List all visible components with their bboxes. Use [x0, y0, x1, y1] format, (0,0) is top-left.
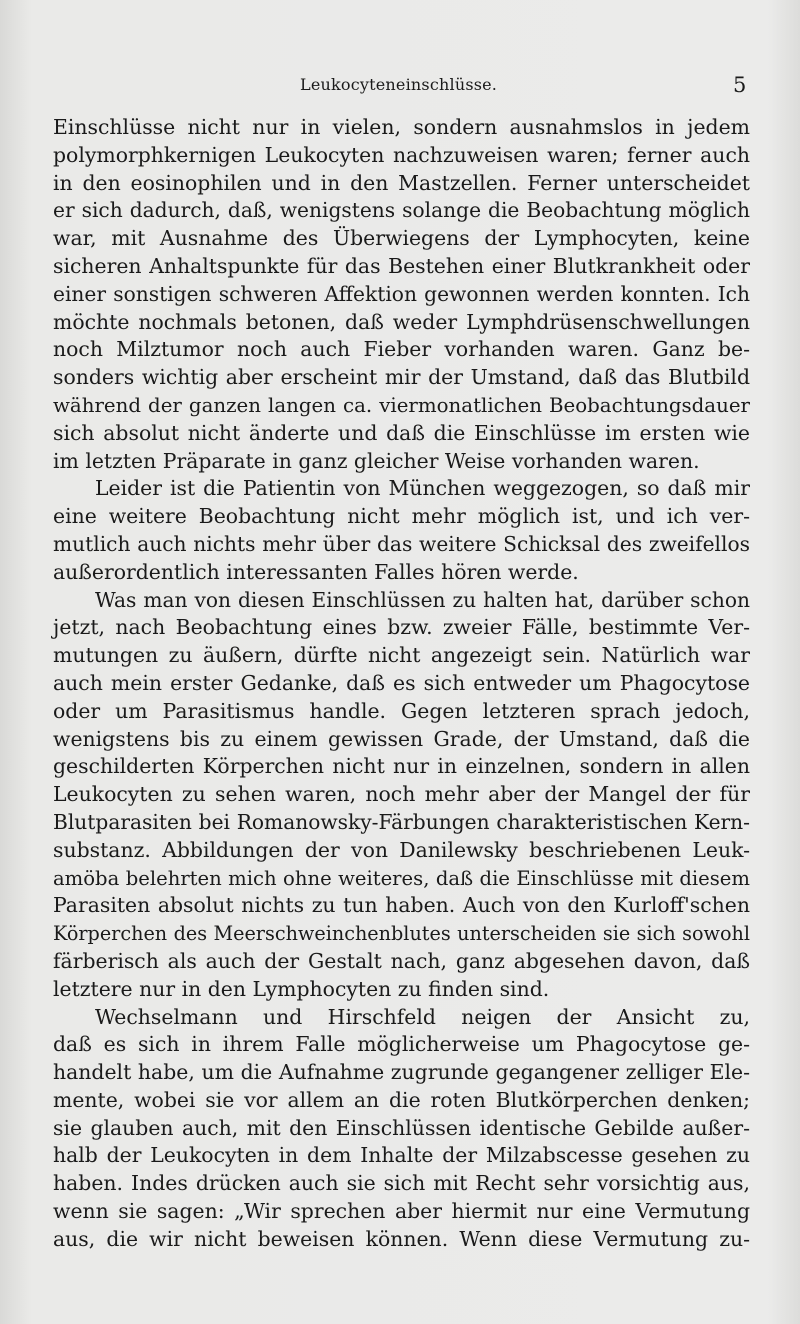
running-header — [0, 73, 800, 99]
text-line: Parasiten absolut nichts zu tun haben. Auch von den Kurloff'schen — [53, 893, 750, 918]
text-line: polymorphkernigen Leukocyten nachzuweisen waren; ferner auch — [53, 142, 750, 167]
text-line: während der ganzen langen ca. viermonatlichen Beobachtungsdauer — [53, 393, 750, 417]
text-line: war, mit Ausnahme des Überwiegens der Lymphocyten, keine — [53, 226, 750, 251]
paragraph-4 — [53, 1004, 750, 1254]
running-title: Leukocyteneinschlüsse. — [300, 75, 498, 94]
text-line: einer sonstigen schweren Affektion gewonnen werden konnten. Ich — [53, 281, 750, 306]
page-number: 5 — [733, 73, 747, 97]
text-line: amöba belehrten mich ohne weiteres, daß die Einschlüsse mit diesem — [53, 866, 750, 890]
text-line: Körperchen des Meerschweinchenblutes unterscheiden sie sich sowohl — [53, 922, 750, 946]
text-line: Was man von diesen Einschlüssen zu halten hat, darüber schon — [95, 587, 750, 612]
text-line: geschilderten Körperchen nicht nur in einzelnen, sondern in allen — [53, 754, 750, 779]
text-line: substanz. Abbildungen der von Danilewsky beschriebenen Leuk- — [53, 837, 750, 862]
text-line: außerordentlich interessanten Falles hören werde. — [53, 559, 579, 584]
text-line: noch Milztumor noch auch Fieber vorhanden waren. Ganz be- — [53, 337, 750, 362]
text-line: aus, die wir nicht beweisen können. Wenn diese Vermutung zu- — [53, 1226, 750, 1251]
paragraph-3 — [53, 587, 750, 1004]
text-line: färberisch als auch der Gestalt nach, ganz abgesehen davon, daß — [53, 948, 750, 973]
body-text — [53, 114, 750, 1254]
text-line: daß es sich in ihrem Falle möglicherweise um Phagocytose ge- — [53, 1032, 750, 1057]
text-line: in den eosinophilen und in den Mastzellen. Ferner unterscheidet — [53, 170, 750, 195]
text-line: wenigstens bis zu einem gewissen Grade, der Umstand, daß die — [53, 726, 750, 751]
paragraph-2 — [53, 475, 750, 586]
text-line: sonders wichtig aber erscheint mir der Umstand, daß das Blutbild — [53, 365, 750, 390]
text-line: Leider ist die Patientin von München weggezogen, so daß mir — [95, 476, 750, 501]
text-line: halb der Leukocyten in dem Inhalte der Milzabscesse gesehen zu — [53, 1143, 750, 1168]
text-line: oder um Parasitismus handle. Gegen letzteren sprach jedoch, — [53, 698, 750, 723]
text-line: sich absolut nicht änderte und daß die Einschlüsse im ersten wie — [53, 420, 750, 445]
paragraph-1 — [53, 114, 750, 475]
text-line: haben. Indes drücken auch sie sich mit Recht sehr vorsichtig aus, — [53, 1171, 750, 1196]
text-line: Leukocyten zu sehen waren, noch mehr aber der Mangel der für — [53, 782, 750, 807]
text-line: letztere nur in den Lymphocyten zu finden sind. — [53, 976, 550, 1001]
text-line: möchte nochmals betonen, daß weder Lymphdrüsenschwellungen — [53, 309, 750, 334]
text-line: Einschlüsse nicht nur in vielen, sondern ausnahmslos in jedem — [53, 115, 750, 139]
text-line: Blutparasiten bei Romanowsky-Färbungen charakteristischen Kern- — [53, 809, 750, 834]
text-line: jetzt, nach Beobachtung eines bzw. zweier Fälle, bestimmte Ver- — [53, 615, 750, 640]
text-line: mutlich auch nichts mehr über das weitere Schicksal des zweifellos — [53, 531, 750, 556]
text-line: wenn sie sagen: „Wir sprechen aber hiermit nur eine Vermutung — [53, 1199, 750, 1224]
text-line: mutungen zu äußern, dürfte nicht angezeigt sein. Natürlich war — [53, 643, 750, 668]
text-line: sie glauben auch, mit den Einschlüssen identische Gebilde außer- — [53, 1115, 750, 1140]
text-line: mente, wobei sie vor allem an die roten Blutkörperchen denken; — [53, 1087, 750, 1112]
text-line: eine weitere Beobachtung nicht mehr möglich ist, und ich ver- — [53, 504, 750, 529]
text-line: er sich dadurch, daß, wenigstens solange die Beobachtung möglich — [53, 198, 750, 223]
text-line: handelt habe, um die Aufnahme zugrunde gegangener zelliger Ele- — [53, 1060, 750, 1085]
text-line: auch mein erster Gedanke, daß es sich entweder um Phagocytose — [53, 670, 750, 695]
text-line: Wechselmann und Hirschfeld neigen der Ansicht zu, — [95, 1004, 750, 1029]
text-line: sicheren Anhaltspunkte für das Bestehen einer Blutkrankheit oder — [53, 253, 750, 278]
text-line: im letzten Präparate in ganz gleicher Weise vorhanden waren. — [53, 448, 700, 473]
